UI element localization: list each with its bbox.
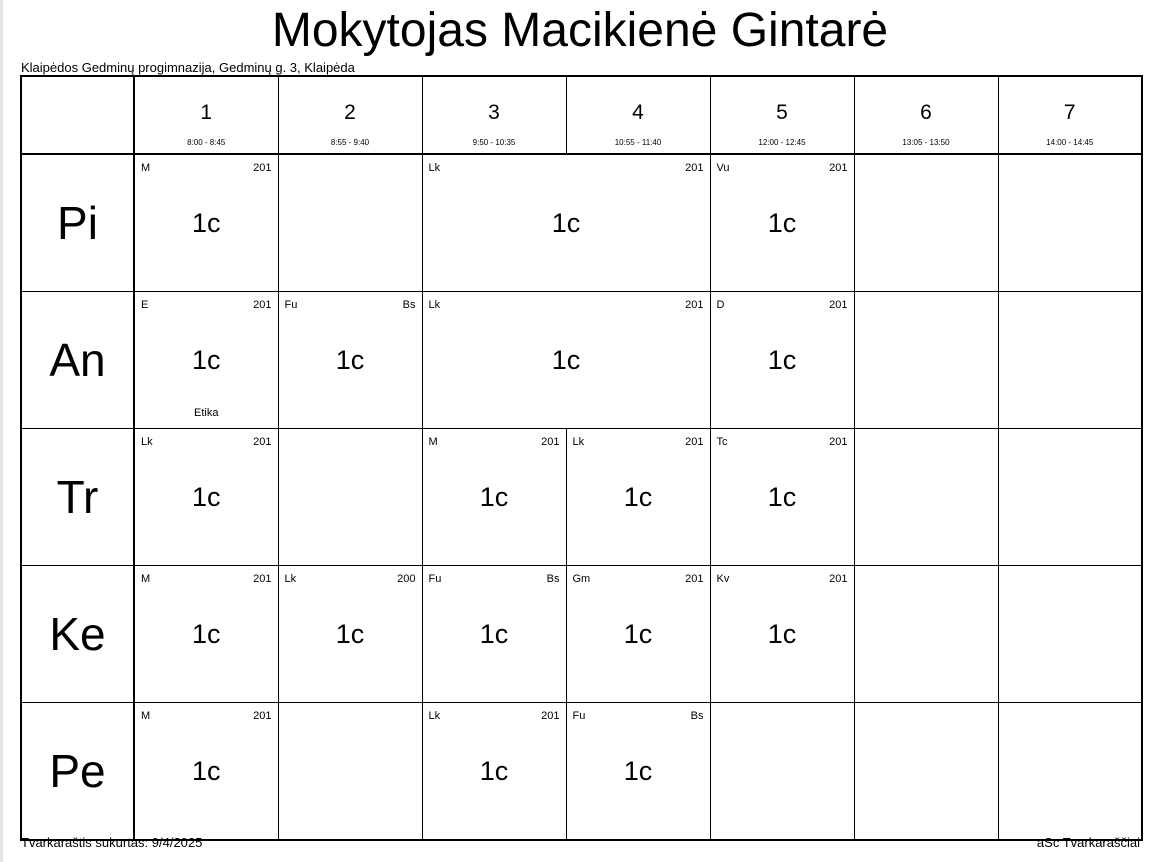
empty-cell — [854, 429, 998, 566]
class-name: 1c — [623, 619, 653, 649]
class-name: 1c — [767, 208, 797, 238]
room-code: 201 — [685, 299, 704, 311]
period-header-4 — [566, 76, 710, 154]
empty-cell — [998, 429, 1142, 566]
empty-cell — [998, 566, 1142, 703]
corner-cell — [21, 76, 134, 154]
subject-code: M — [141, 573, 151, 585]
empty-cell — [278, 429, 422, 566]
room-code: Bs — [402, 299, 416, 311]
lesson-cell — [710, 292, 854, 429]
empty-cell — [278, 154, 422, 292]
class-name: 1c — [191, 482, 221, 512]
lesson-cell — [566, 429, 710, 566]
school-address: Klaipėdos Gedminų progimnazija, Gedminų g. 3, Klaipėda — [21, 60, 355, 75]
room-code: 201 — [253, 436, 272, 448]
lesson-cell — [134, 154, 278, 292]
room-code: 201 — [829, 436, 848, 448]
period-number: 3 — [488, 101, 500, 124]
day-cell — [21, 703, 134, 841]
lesson-cell — [710, 154, 854, 292]
page-title: Mokytojas Macikienė Gintarė — [271, 4, 889, 57]
empty-cell — [998, 703, 1142, 841]
lesson-cell — [710, 566, 854, 703]
room-code: 200 — [397, 573, 416, 585]
subject-code: M — [141, 710, 151, 722]
lesson-cell — [134, 703, 278, 841]
class-name: 1c — [767, 619, 797, 649]
class-name: 1c — [191, 345, 221, 375]
period-number: 4 — [632, 101, 644, 124]
subject-code: Lk — [428, 710, 441, 722]
day-row — [21, 566, 1142, 703]
subject-code: Lk — [428, 162, 441, 174]
class-name: 1c — [191, 208, 221, 238]
class-name: 1c — [551, 345, 581, 375]
day-name: An — [49, 334, 106, 386]
class-name: 1c — [623, 756, 653, 786]
period-time: 8:55 - 9:40 — [330, 138, 370, 147]
room-code: 201 — [541, 436, 560, 448]
period-time: 9:50 - 10:35 — [472, 138, 516, 147]
lesson-cell — [134, 566, 278, 703]
room-code: Bs — [546, 573, 560, 585]
day-name: Pe — [49, 745, 106, 797]
room-code: 201 — [685, 573, 704, 585]
subject-code: E — [141, 299, 149, 311]
lesson-cell — [422, 154, 710, 292]
period-number: 6 — [920, 101, 932, 124]
day-cell — [21, 154, 134, 292]
lesson-cell — [422, 429, 566, 566]
room-code: 201 — [685, 436, 704, 448]
period-header-7 — [998, 76, 1142, 154]
software-name: aSc Tvarkaraščiai — [1036, 835, 1140, 850]
subject-code: Lk — [284, 573, 297, 585]
empty-cell — [854, 703, 998, 841]
day-row — [21, 292, 1142, 429]
empty-cell — [998, 154, 1142, 292]
lesson-cell — [422, 292, 710, 429]
day-name: Pi — [57, 197, 98, 249]
period-time: 13:05 - 13:50 — [902, 138, 950, 147]
day-row — [21, 429, 1142, 566]
subject-code: Lk — [428, 299, 441, 311]
period-header-2 — [278, 76, 422, 154]
class-name: 1c — [479, 756, 509, 786]
room-code: 201 — [253, 162, 272, 174]
room-code: 201 — [829, 162, 848, 174]
class-name: 1c — [335, 619, 365, 649]
empty-cell — [998, 292, 1142, 429]
subject-code: D — [716, 299, 725, 311]
lesson-cell — [710, 429, 854, 566]
day-cell — [21, 429, 134, 566]
class-name: 1c — [191, 756, 221, 786]
room-code: 201 — [685, 162, 704, 174]
day-name: Tr — [56, 471, 99, 523]
period-header-6 — [854, 76, 998, 154]
room-code: 201 — [253, 573, 272, 585]
period-time: 14:00 - 14:45 — [1046, 138, 1094, 147]
lesson-cell — [566, 566, 710, 703]
lesson-cell — [278, 566, 422, 703]
subject-code: Fu — [572, 710, 586, 722]
room-code: 201 — [253, 299, 272, 311]
room-code: 201 — [829, 299, 848, 311]
lesson-cell — [422, 566, 566, 703]
room-code: 201 — [541, 710, 560, 722]
lesson-cell — [422, 703, 566, 841]
class-name: 1c — [767, 345, 797, 375]
room-code: 201 — [829, 573, 848, 585]
subject-code: Gm — [572, 573, 591, 585]
subject-code: Fu — [428, 573, 442, 585]
subject-code: Lk — [141, 436, 153, 448]
class-name: 1c — [479, 482, 509, 512]
period-number: 2 — [344, 101, 356, 124]
class-name: 1c — [479, 619, 509, 649]
subject-code: Kv — [716, 573, 730, 585]
page-left-edge — [0, 0, 3, 862]
subject-code: Tc — [716, 436, 728, 448]
period-header-3 — [422, 76, 566, 154]
subject-code: Fu — [284, 299, 298, 311]
period-number: 1 — [200, 101, 213, 124]
header-row — [21, 76, 1142, 154]
class-name: 1c — [335, 345, 365, 375]
empty-cell — [854, 154, 998, 292]
subject-code: M — [428, 436, 438, 448]
day-row — [21, 154, 1142, 292]
timetable-body — [21, 76, 1142, 840]
day-name: Ke — [49, 608, 106, 660]
day-cell — [21, 292, 134, 429]
class-name: 1c — [551, 208, 581, 238]
lesson-cell — [566, 703, 710, 841]
empty-cell — [854, 566, 998, 703]
subject-code: M — [141, 162, 151, 174]
empty-cell — [710, 703, 854, 841]
day-cell — [21, 566, 134, 703]
subject-code: Lk — [572, 436, 585, 448]
room-code: Bs — [690, 710, 704, 722]
day-row — [21, 703, 1142, 841]
empty-cell — [854, 292, 998, 429]
lesson-cell — [134, 429, 278, 566]
period-number: 7 — [1063, 101, 1076, 124]
period-time: 10:55 - 11:40 — [614, 138, 662, 147]
timetable — [20, 75, 1141, 835]
period-time: 12:00 - 12:45 — [758, 138, 806, 147]
subject-code: Vu — [716, 162, 730, 174]
created-date: Tvarkaraštis sukurtas: 9/4/2025 — [21, 835, 203, 850]
empty-cell — [278, 703, 422, 841]
room-code: 201 — [253, 710, 272, 722]
lesson-cell — [278, 292, 422, 429]
period-header-5 — [710, 76, 854, 154]
class-name: 1c — [767, 482, 797, 512]
class-name: 1c — [623, 482, 653, 512]
lesson-note: Etika — [194, 407, 219, 419]
period-time: 8:00 - 8:45 — [187, 138, 226, 147]
class-name: 1c — [191, 619, 221, 649]
lesson-cell — [134, 292, 278, 429]
period-number: 5 — [776, 101, 788, 124]
period-header-1 — [134, 76, 278, 154]
